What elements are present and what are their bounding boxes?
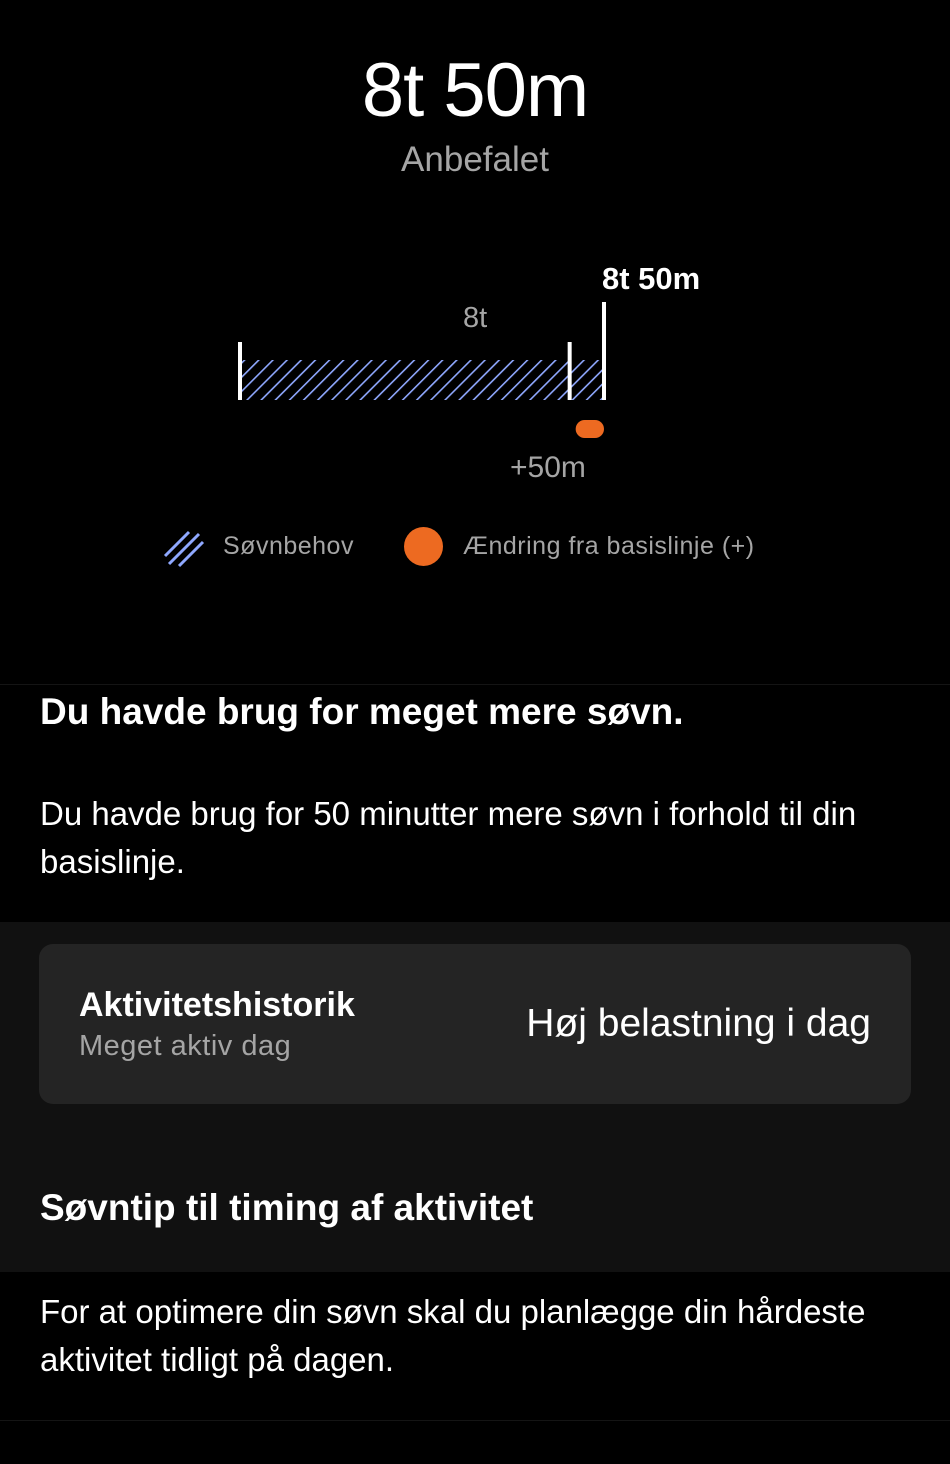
delta-label: +50m (510, 451, 586, 484)
sleep-need-bar (240, 360, 604, 400)
tip-body: For at optimere din søvn skal du planlægge din hårdeste aktivitet tidligt på dagen. (40, 1293, 866, 1378)
sleep-need-value: 8t 50m (361, 48, 589, 133)
legend-label-change: Ændring fra basislinje (+) (463, 532, 755, 560)
baseline-marker-label: 8t (463, 302, 488, 334)
activity-history-subtitle: Meget aktiv dag (79, 1030, 292, 1062)
sleep-need-label: Anbefalet (401, 140, 549, 179)
chart-legend (0, 522, 950, 570)
insight-body: Du havde brug for 50 minutter mere søvn i forhold til din basislinje. (40, 795, 857, 880)
baseline-change-bar (576, 420, 604, 438)
insight-title: Du havde brug for meget mere søvn. (40, 691, 684, 732)
activity-load-value: Høj belastning i dag (526, 1002, 871, 1045)
bottom-divider (0, 1420, 950, 1421)
legend-label-sleep-need: Søvnbehov (223, 532, 354, 560)
activity-history-title: Aktivitetshistorik (79, 986, 355, 1024)
tip-title: Søvntip til timing af aktivitet (40, 1187, 534, 1228)
chart-svg (0, 250, 950, 490)
sleep-need-chart (0, 250, 950, 490)
orange-dot-icon (404, 527, 443, 566)
section-divider (0, 684, 950, 685)
activity-history-card[interactable] (39, 944, 911, 1104)
target-marker-label: 8t 50m (602, 261, 701, 296)
hatch-legend-icon (163, 526, 205, 568)
